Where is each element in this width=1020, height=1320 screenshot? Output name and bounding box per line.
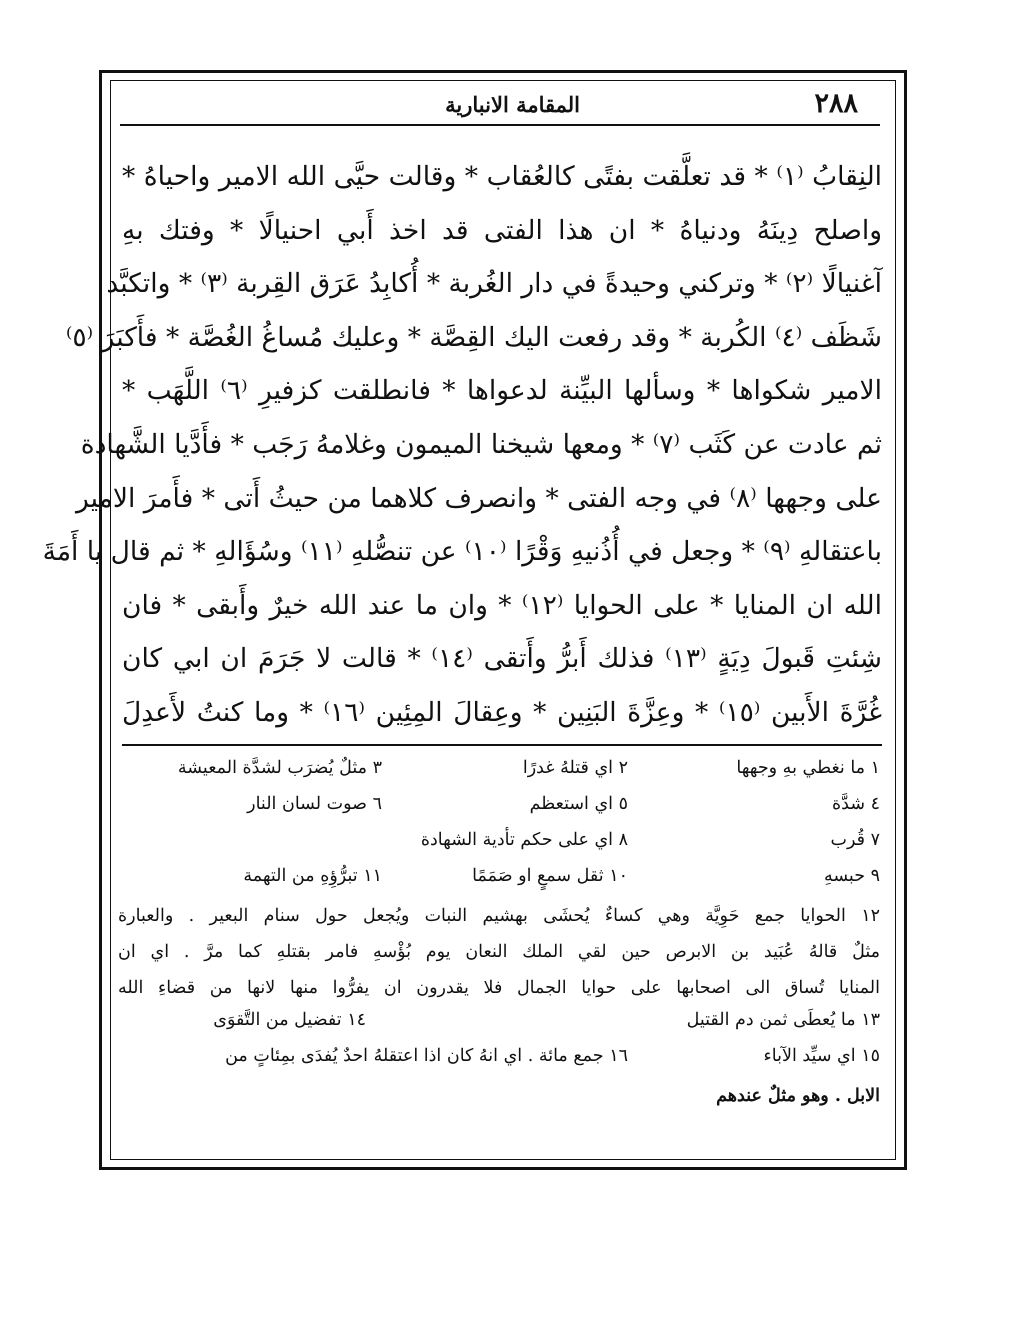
text-line: غُرَّةَ الأَبين ⁽١٥⁾ * وعِزَّةَ البَنِين * وعِقالَ المِئِين ⁽١٦⁾ * وما كنتُ لأَعدِلَ (122, 696, 882, 728)
footnote: ١ ما نغطي بهِ وجهها (736, 758, 880, 778)
footnote-12-line: مثلٌ قالهُ عُبَيد بن الابرص حين لقي الملك النعان يوم بُؤْسهِ فامر بقتلهِ كما مرَّ . اي ان (118, 942, 880, 962)
text-line: باعتقالهِ ⁽٩⁾ * وجعل في أُذُنيهِ وَقْرًا ⁽١٠⁾ عن تنصُّلهِ ⁽١١⁾ وسُؤَالهِ * ثم قال يا أَمَةَ (42, 536, 882, 568)
text-line: النِقابُ ⁽١⁾ * قد تعلَّقت بفتًى كالعُقاب * وقالت حيَّى الله الامير واحياهُ * (122, 161, 883, 192)
footnote-12-line: المنايا تُساق الى اصحابها على حوايا الجمال فلا يقدرون ان يفرُّوا منها لانها من قضاءِ الله (118, 978, 880, 998)
text-line: شَظَف ⁽٤⁾ الكُربة * وقد رفعت اليك القِصَّة * وعليك مُساغُ الغُصَّة * فأَكبَرَ ⁽٥⁾ (65, 321, 882, 353)
text-line: واصلح دِينَهُ ودنياهُ * ان هذا الفتى قد اخذ أَبي احنيالًا * وفتك بهِ (122, 214, 882, 246)
running-title: المقامة الانبارية (445, 92, 580, 117)
text-line: الامير شكواها * وسألها البيِّنة لدعواها * فانطلقت كزفيرِ ⁽٦⁾ اللَّهَب * (122, 375, 882, 407)
footnote: ١٤ تفضيل من التَّقوَى (213, 1010, 366, 1030)
footnote-row (118, 1042, 886, 1078)
footnote-row (118, 862, 886, 898)
footnote-12-line: ١٢ الحوايا جمع حَوِيَّة وهي كساءٌ يُحشَى بهشيم النبات ويُجعل حول سنام البعير . والعبارة (118, 906, 880, 926)
footnote: ٥ اي استعظم (529, 794, 628, 814)
footnote: ٩ حبسهِ (823, 866, 880, 886)
page-header (120, 88, 880, 126)
footnote: ٣ مثلٌ يُضرَب لشدَّة المعيشة (177, 758, 382, 778)
text-line: الله ان المنايا * على الحوايا ⁽١٢⁾ * وان ما عند الله خيرٌ وأَبقى * فان (122, 589, 882, 621)
footnote-16-continuation: الابل . وهو مثلٌ عندهم (716, 1086, 880, 1106)
footnote-row (118, 790, 886, 826)
footnote: ١١ تبرُّؤِهِ من التهمة (243, 866, 382, 886)
main-text (42, 150, 883, 740)
footnotes (118, 754, 886, 1114)
footnote: ٨ اي على حكم تأدية الشهادة (420, 830, 628, 850)
footnote-row (118, 826, 886, 862)
text-line: ثم عادت عن كَثَب ⁽٧⁾ * ومعها شيخنا الميمون وغلامهُ رَجَب * فأَدَّيا الشَّهادة (80, 428, 882, 460)
footnote-row (118, 754, 886, 790)
footnote: ٢ اي قتلهُ غدرًا (522, 758, 628, 778)
text-line: على وجهها ⁽٨⁾ في وجه الفتى * وانصرف كلاهما من حيثُ أَتى * فأَمرَ الامير (76, 482, 882, 514)
text-line: آغنيالًا ⁽٢⁾ * وتركني وحيدةً في دار الغُربة * أُكابِدُ عَرَق القِربة ⁽٣⁾ * واتكبَّد (106, 268, 882, 300)
page-number: ٢٨٨ (814, 88, 858, 119)
footnote: ٦ صوت لسان النار (247, 794, 382, 814)
text-line: شِئتِ قَبولَ دِيَةٍ ⁽١٣⁾ فذلك أَبرُّ وأَتقى ⁽١٤⁾ * قالت لا جَرَمَ ان ابي كان (122, 643, 882, 675)
footnote: ١٦ جمع مائة . اي انهُ كان اذا اعتقلهُ احدٌ يُفدَى بمِئاتٍ من (225, 1046, 628, 1066)
footnote: ٧ قُرب (830, 830, 880, 850)
footnote: ١٠ ثقل سمعٍ او صَمَمًا (472, 866, 628, 886)
footnote: ١٥ اي سيِّد الآباء (763, 1046, 880, 1066)
footnote-row (118, 1006, 886, 1042)
footnote-divider (122, 744, 882, 746)
footnote: ٤ شدَّة (832, 794, 880, 814)
footnote: ١٣ ما يُعطَى ثمن دم القتيل (686, 1010, 880, 1030)
